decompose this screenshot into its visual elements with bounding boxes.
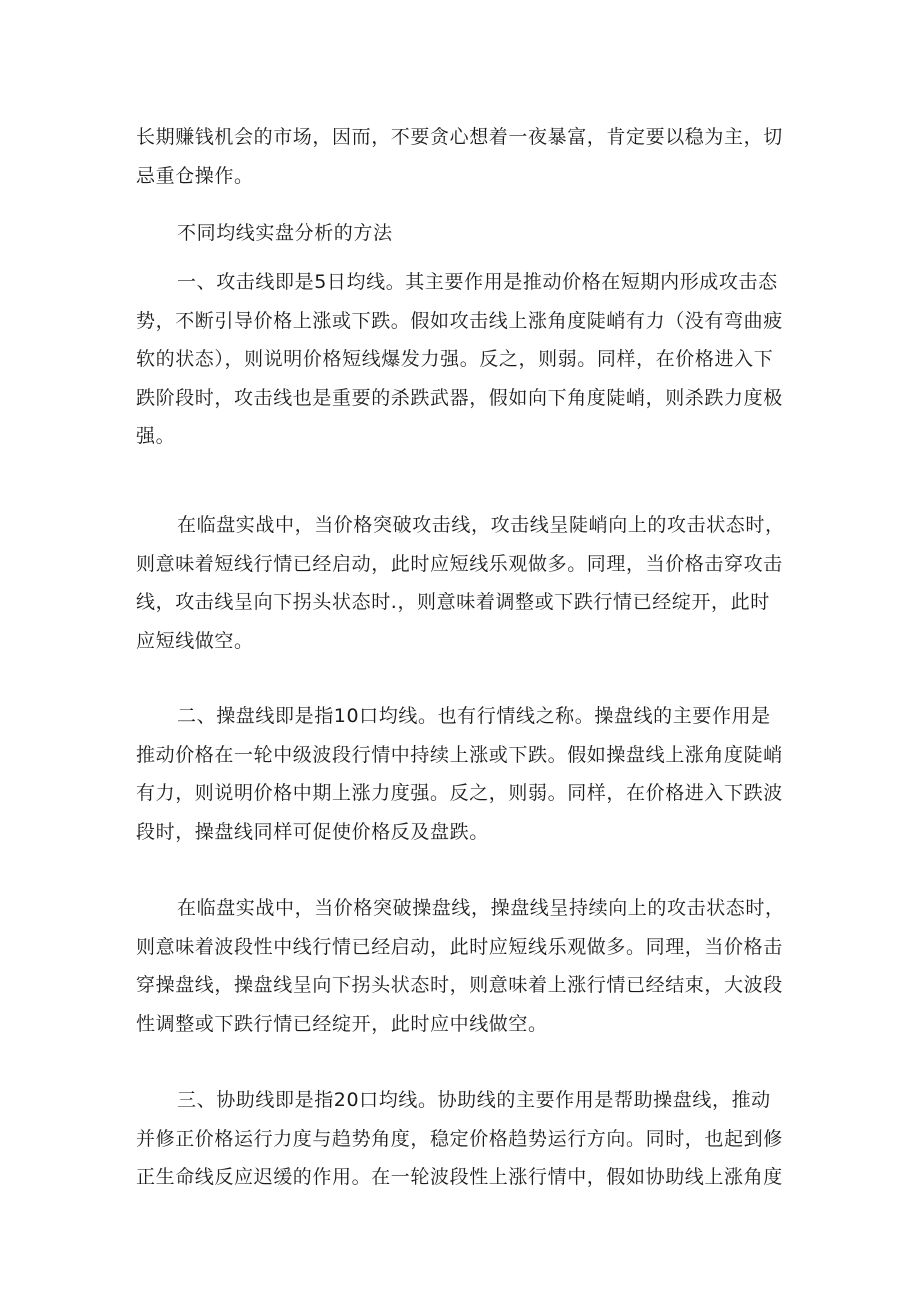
text-line: 则意味着短线行情已经启动，此时应短线乐观做多。同理，当价格击穿攻击 [136,552,783,575]
text-line: 长期赚钱机会的市场，因而，不要贪心想着一夜暴富，肯定要以稳为主，切 [136,126,783,148]
text-line: 三、协助线即是指20口均线。协助线的主要作用是帮助操盘线，推动 [177,1089,771,1111]
text-line: 在临盘实战中，当价格突破操盘线，操盘线呈持续向上的攻击状态时， [177,897,785,919]
text-line: 正生命线反应迟缓的作用。在一轮波段性上涨行情中，假如协助线上涨角度 [136,1166,783,1188]
text-line: 有力，则说明价格中期上涨力度强。反之，则弱。同样，在价格进入下跌波 [136,782,783,804]
text-line: 段时，操盘线同样可促使价格反及盘跌。 [136,820,489,843]
text-line: 势，不断引导价格上涨或下跌。假如攻击线上涨角度陡峭有力（没有弯曲疲 [136,309,783,332]
text-line: 穿操盘线，操盘线呈向下拐头状态时，则意味着上涨行情已经结束，大波段 [136,974,783,996]
text-line: 则意味着波段性中线行情已经启动，此时应短线乐观做多。同理，当价格击 [136,935,783,958]
text-line: 软的状态），则说明价格短线爆发力强。反之，则弱。同样，在价格进入下 [136,348,774,370]
paragraph-intro-tail [136,118,792,195]
text-line: 应短线做空。 [136,629,254,652]
text-line: 跌阶段时，攻击线也是重要的杀跌武器，假如向下角度陡峭，则杀跌力度极 [136,386,783,409]
section-heading [136,214,792,253]
text-line: 推动价格在一轮中级波段行情中持续上涨或下跌。假如操盘线上涨角度陡峭 [136,743,783,766]
paragraph-attack-line [136,263,792,456]
paragraph-assist-line [136,1081,792,1197]
text-line: 忌重仓操作。 [136,164,254,187]
paragraph-attack-line-practice [136,506,792,660]
text-line: 在临盘实战中，当价格突破攻击线，攻击线呈陡峭向上的攻击状态时， [177,514,785,536]
text-line: 一、攻击线即是5日均线。其主要作用是推动价格在短期内形成攻击态 [177,271,778,293]
section-heading-text: 不同均线实盘分析的方法 [177,222,393,244]
paragraph-operating-line [136,697,792,851]
text-line: 并修正价格运行力度与趋势角度，稳定价格趋势运行方向。同时，也起到修 [136,1127,783,1150]
paragraph-operating-line-practice [136,889,792,1043]
text-line: 二、操盘线即是指10口均线。也有行情线之称。操盘线的主要作用是 [177,705,771,727]
text-line: 性调整或下跌行情已经绽开，此时应中线做空。 [136,1012,548,1035]
text-line: 线，攻击线呈向下拐头状态时.，则意味着调整或下跌行情已经绽开，此时 [136,591,770,613]
text-line: 强。 [136,425,176,447]
